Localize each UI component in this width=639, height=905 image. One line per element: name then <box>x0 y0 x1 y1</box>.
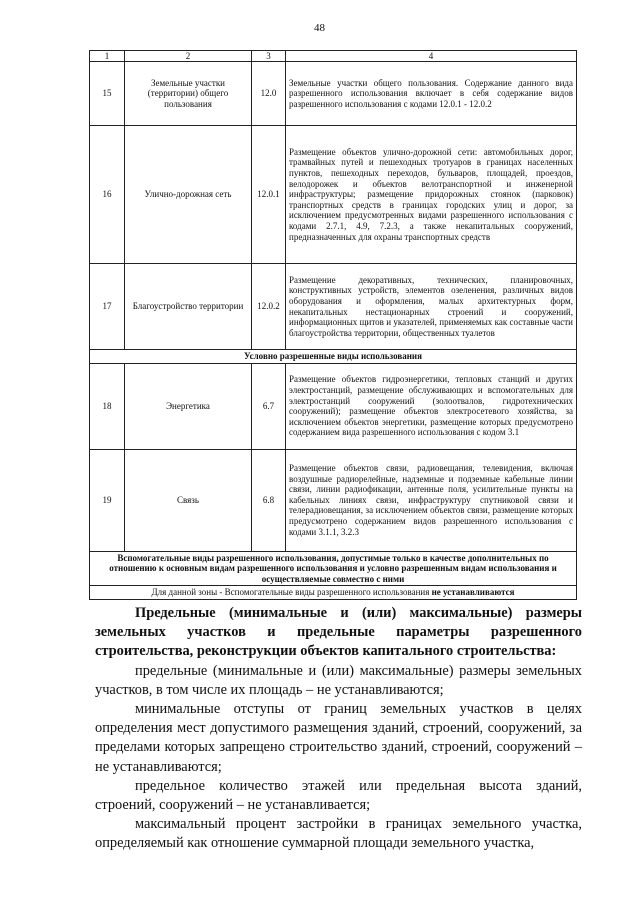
use-type-code: 6.7 <box>252 363 286 449</box>
use-type-description: Размещение объектов гидроэнергетики, тепловых станций и других электростанций, размещение обслуживающих и вспомогательных для электростанций сооружений (золоотвалов, гидротехнических сооружений); размещение объектов электросетевого хозяйства, за исключением объектов энергетики, размещение которых предусмотрено содержанием вида разрешенного использования с кодом 3.1 <box>286 363 577 449</box>
page-number: 48 <box>314 22 325 34</box>
body-text <box>95 604 582 854</box>
table-row <box>90 126 577 264</box>
header-cell: 3 <box>252 51 286 62</box>
section-header-row <box>90 551 577 586</box>
use-type-name: Улично-дорожная сеть <box>125 126 252 264</box>
paragraph: предельные (минимальные и (или) максимальные) размеры земельных участков, в том числе их площадь – не устанавливаются; <box>95 662 582 698</box>
use-type-name: Связь <box>125 449 252 551</box>
header-cell: 2 <box>125 51 252 62</box>
header-cell: 4 <box>286 51 577 62</box>
use-type-name: Земельные участки (территории) общего пользования <box>125 62 252 126</box>
use-type-code: 12.0 <box>252 62 286 126</box>
paragraph: максимальный процент застройки в границах земельного участка, определяемый как отношение суммарной площади земельного участка, <box>95 816 582 852</box>
row-number: 17 <box>90 264 125 350</box>
row-number: 18 <box>90 363 125 449</box>
table-row <box>90 449 577 551</box>
row-number: 15 <box>90 62 125 126</box>
use-type-code: 12.0.1 <box>252 126 286 264</box>
use-type-description: Размещение объектов связи, радиовещания, телевидения, включая воздушные радиорелейные, надземные и подземные кабельные линии связи, линии радиофикации, антенные поля, усилительные пункты на кабельных линиях связи, инфраструктуру спутниковой связи и телерадиовещания, за исключением объектов связи, размещение которых предусмотрено содержанием видов разрешенного использования с кодами 3.1.1, 3.2.3 <box>286 449 577 551</box>
note-bold: не устанавливаются <box>431 587 515 598</box>
note-prefix: Для данной зоны - Вспомогательные виды разрешенного использования <box>151 587 432 598</box>
section-header-row <box>90 350 577 364</box>
use-type-description: Размещение декоративных, технических, планировочных, конструктивных устройств, элементов озеленения, различных видов оборудования и оформления, малых архитектурных форм, некапитальных нестационарных строений и сооружений, информационных щитов и указателей, применяемых как составные части благоустройства территории, общественных туалетов <box>286 264 577 350</box>
paragraph: предельное количество этажей или предельная высота зданий, строений, сооружений – не устанавливается; <box>95 777 582 814</box>
table-row <box>90 264 577 350</box>
land-use-table <box>89 50 577 600</box>
note-row <box>90 586 577 600</box>
paragraph: минимальные отступы от границ земельных участков в целях определения мест допустимого размещения зданий, строений, сооружений, за пределами которых запрещено строительство зданий, строений, сооружений – не устанавливаются; <box>95 701 582 775</box>
row-number: 19 <box>90 449 125 551</box>
use-type-code: 6.8 <box>252 449 286 551</box>
table-row <box>90 62 577 126</box>
auxiliary-note <box>90 586 577 600</box>
use-type-name: Благоустройство территории <box>125 264 252 350</box>
header-cell: 1 <box>90 51 125 62</box>
section-auxiliary-title: Вспомогательные виды разрешенного использования, допустимые только в качестве дополнительных по отношению к основным видам разрешенного использования и условно разрешенным видам использования и осуществляемые совместно с ними <box>90 551 577 586</box>
row-number: 16 <box>90 126 125 264</box>
table-row <box>90 363 577 449</box>
use-type-name: Энергетика <box>125 363 252 449</box>
section-conditional-title: Условно разрешенные виды использования <box>90 350 577 364</box>
use-type-description: Земельные участки общего пользования. Содержание данного вида разрешенного использования включает в себя содержание видов разрешенного использования с кодами 12.0.1 - 12.0.2 <box>286 62 577 126</box>
table-header-row <box>90 51 577 62</box>
use-type-description: Размещение объектов улично-дорожной сети: автомобильных дорог, трамвайных путей и пешеходных тротуаров в границах населенных пунктов, пешеходных переходов, бульваров, площадей, проездов, велодорожек и объектов велотранспортной и инженерной инфраструктуры; размещение придорожных стоянок (парковок) транспортных средств в границах городских улиц и дорог, за исключением предусмотренных видами разрешенного использования с кодами 2.7.1, 4.9, 7.2.3, а также некапитальных сооружений, предназначенных для охраны транспортных средств <box>286 126 577 264</box>
section-heading: Предельные (минимальные и (или) максимальные) размеры земельных участков и предельные параметры разрешенного строительства, реконструкции объектов капитального строительства: <box>95 605 582 660</box>
use-type-code: 12.0.2 <box>252 264 286 350</box>
